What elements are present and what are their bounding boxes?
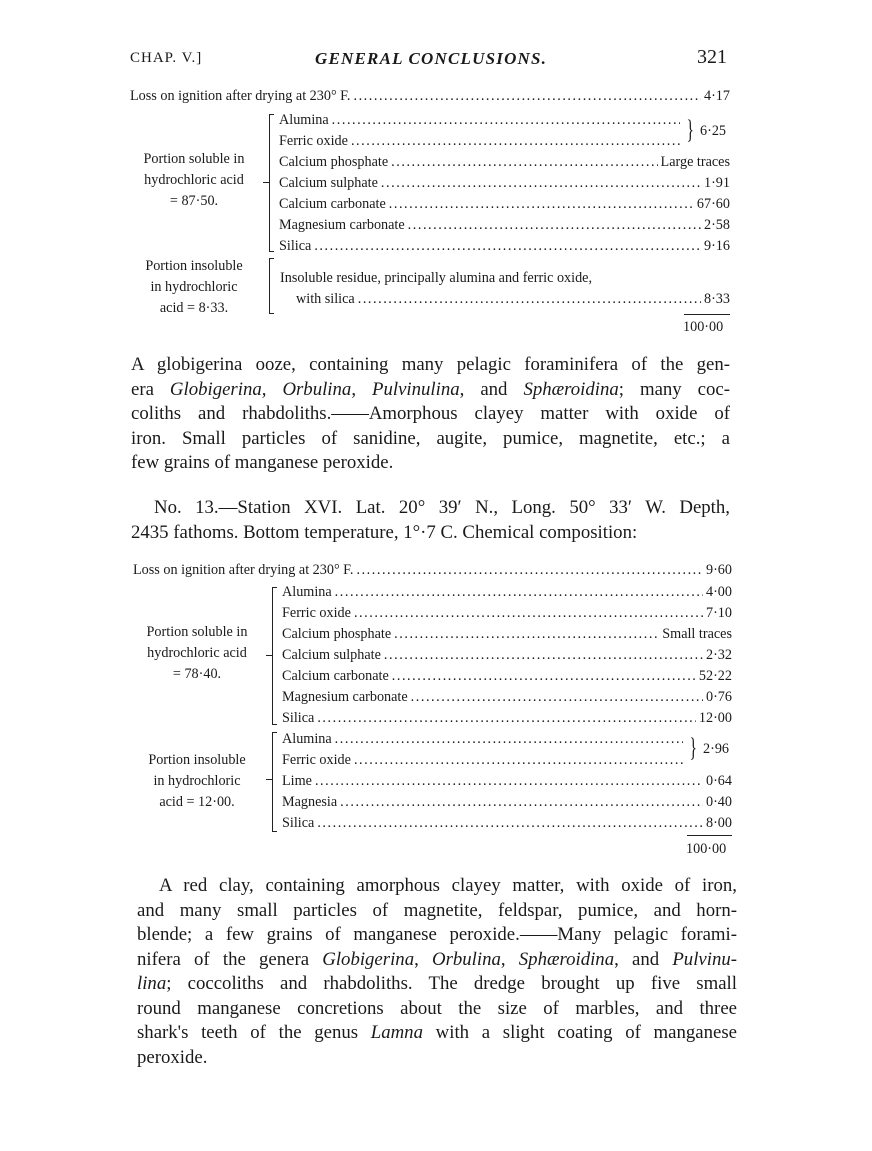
table-row: Alumina . . . — [279, 112, 683, 129]
paragraph-3: A red clay, containing amorphous clayey matter, with oxide of iron, and many small particles of magnetite, feldspar, pumice, and horn- blende; a few grains of manganese peroxide.——Many pelagic forami- nifera of the genera Globigerina, Orbulina, Sphæroidina, and Pulvinu- lina; coccoliths and rhabdoliths. The dredge brought up five small round manganese concretions about the size of marbles, and three shark's teeth of the genus Lamna with a slight coating of manganese peroxide. — [137, 875, 737, 1068]
loss-on-ignition-row — [130, 88, 730, 105]
table-row: Calcium phosphate . . . Small traces — [282, 626, 732, 643]
table-row: Calcium phosphate . . . Large traces — [279, 154, 730, 171]
insoluble-brace — [269, 258, 270, 314]
soluble-brace — [272, 587, 273, 725]
table-total: 100·00 — [683, 319, 724, 335]
table-row: Alumina . . . 4·00 — [282, 584, 732, 601]
table-total: 100·00 — [686, 841, 727, 857]
table-row: Silica . . . 9·16 — [279, 238, 730, 255]
table-row: Calcium sulphate . . . 1·91 — [279, 175, 730, 192]
table-row: Alumina . . . — [282, 731, 686, 748]
table-row: with silica . . . 8·33 — [296, 291, 730, 308]
table-row: Calcium carbonate . . . 67·60 — [279, 196, 730, 213]
loss-on-ignition-row: Loss on ignition after drying at 230° F. . . . 9·60 — [133, 562, 732, 579]
insoluble-description: Insoluble residue, principally alumina and ferric oxide, — [280, 270, 593, 286]
table-row: Silica . . . 12·00 — [282, 710, 732, 727]
running-title: GENERAL CONCLUSIONS. — [315, 49, 548, 68]
table-row: Magnesia . . . 0·40 — [282, 794, 732, 811]
table-row: Ferric oxide . . . 7·10 — [282, 605, 732, 622]
insoluble-portion-label: Portion insoluble in hydrochloric acid = 12·00. — [148, 752, 246, 810]
table-row: Calcium sulphate . . . 2·32 — [282, 647, 732, 664]
chapter-marker: CHAP. V.] — [130, 50, 203, 66]
soluble-portion-label: Portion soluble in hydrochloric acid = 87·50. — [143, 151, 245, 209]
combined-value: 6·25 — [700, 123, 727, 139]
insoluble-portion-label: Portion insoluble in hydrochloric acid = 8·33. — [145, 258, 243, 316]
table-row: Magnesium carbonate . . . 2·58 — [279, 217, 730, 234]
table-row: Silica . . . 8·00 — [282, 815, 732, 832]
soluble-portion-label: Portion soluble in hydrochloric acid = 78·40. — [146, 624, 248, 682]
row-value: 4·17 — [703, 88, 730, 104]
table-row: Ferric oxide . . . — [279, 133, 683, 150]
table-row: Ferric oxide . . . — [282, 752, 686, 769]
sum-rule — [687, 835, 732, 836]
combined-value: 2·96 — [703, 741, 730, 757]
table-row: Magnesium carbonate . . . 0·76 — [282, 689, 732, 706]
table-row: Lime . . . 0·64 — [282, 773, 732, 790]
sum-rule — [684, 314, 730, 315]
paragraph-1: A globigerina ooze, containing many pelagic foraminifera of the gen- era Globigerina, Orbulina, Pulvinulina, and Sphæroidina; many coc- coliths and rhabdoliths.——Amorphous clayey matter with oxide of iron. Small particles of sanidine, augite, pumice, magnetite, etc.; a few grains of manganese peroxide. — [131, 354, 730, 473]
insoluble-brace — [272, 732, 273, 832]
soluble-brace — [269, 114, 270, 252]
table-row: Calcium carbonate . . . 52·22 — [282, 668, 732, 685]
row-label: Loss on ignition after drying at 230° F. — [130, 88, 351, 104]
page-number: 321 — [697, 46, 727, 68]
station-heading: No. 13.—Station XVI. Lat. 20° 39′ N., Long. 50° 33′ W. Depth, 2435 fathoms. Bottom temperature, 1°·7 C. Chemical composition: — [131, 497, 730, 543]
